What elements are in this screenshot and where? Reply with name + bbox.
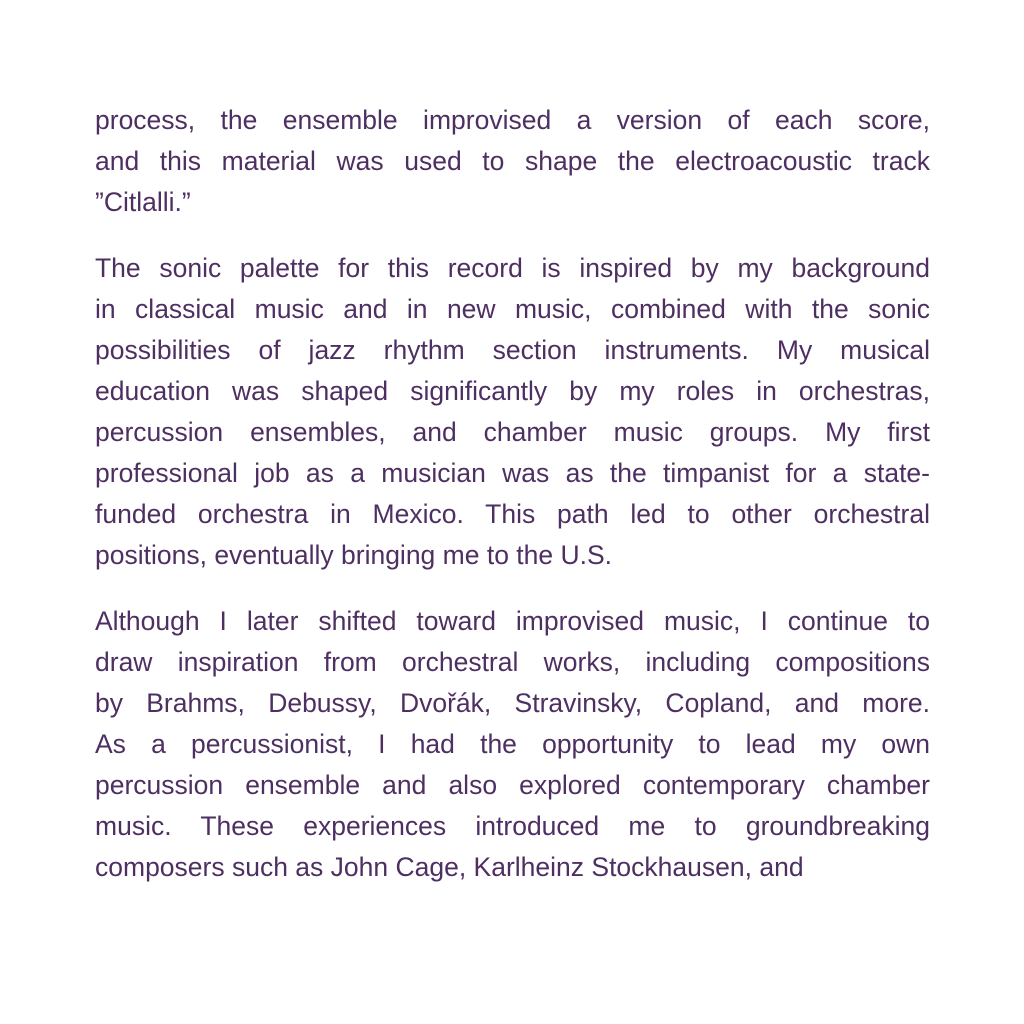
text-line: funded orchestra in Mexico. This path led to other orchestral: [95, 499, 930, 529]
text-line: draw inspiration from orchestral works, including compositions: [95, 647, 930, 677]
text-line: process, the ensemble improvised a version of each score,: [95, 105, 930, 135]
text-line: possibilities of jazz rhythm section instruments. My musical: [95, 335, 930, 365]
text-line: As a percussionist, I had the opportunity to lead my own: [95, 729, 930, 759]
paragraph-3: [95, 601, 930, 888]
text-line: composers such as John Cage, Karlheinz Stockhausen, and: [95, 852, 804, 882]
paragraph-2: [95, 248, 930, 576]
text-line: percussion ensemble and also explored contemporary chamber: [95, 770, 930, 800]
text-line: Although I later shifted toward improvised music, I continue to: [95, 606, 930, 636]
text-line: The sonic palette for this record is inspired by my background: [95, 253, 930, 283]
text-line: positions, eventually bringing me to the U.S.: [95, 540, 613, 570]
text-line: music. These experiences introduced me to groundbreaking: [95, 811, 930, 841]
text-line: percussion ensembles, and chamber music groups. My first: [95, 417, 930, 447]
paragraph-1: [95, 100, 930, 223]
text-line: education was shaped significantly by my roles in orchestras,: [95, 376, 930, 406]
text-line: professional job as a musician was as the timpanist for a state-: [95, 458, 930, 488]
document-page: [95, 100, 930, 913]
text-line: and this material was used to shape the electroacoustic track: [95, 146, 930, 176]
text-line: in classical music and in new music, combined with the sonic: [95, 294, 930, 324]
text-line: ”Citlalli.”: [95, 187, 191, 217]
text-line: by Brahms, Debussy, Dvořák, Stravinsky, Copland, and more.: [95, 688, 930, 718]
